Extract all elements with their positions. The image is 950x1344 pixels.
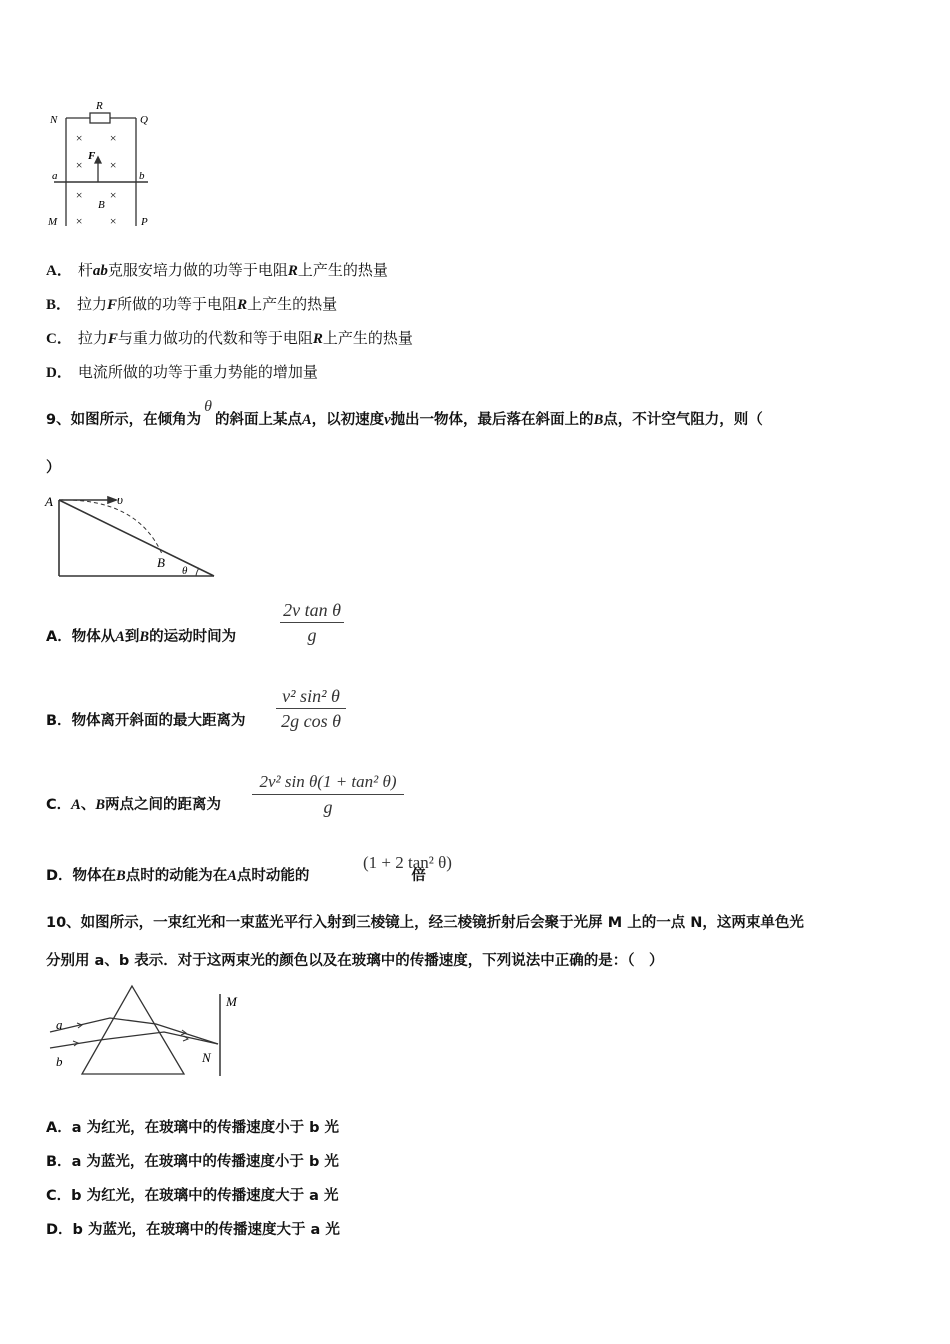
- q10-stem-line-1: 10、如图所示，一束红光和一束蓝光平行入射到三棱镜上，经三棱镜折射后会聚于光屏 M 上的一点 N，这两束单色光: [46, 915, 804, 931]
- label-B: B: [157, 555, 165, 570]
- fraction-max-distance: v² sin² θ 2g cos θ: [276, 684, 346, 733]
- q9-stem-end: ）: [46, 460, 61, 476]
- label-P: P: [141, 216, 148, 228]
- q10-option-a: A．a 为红光，在玻璃中的传播速度小于 b 光: [46, 1120, 340, 1136]
- field-cross: ×: [75, 131, 84, 145]
- q10-option-d: D．b 为蓝光，在玻璃中的传播速度大于 a 光: [46, 1222, 340, 1238]
- q9-stem: 9、如图所示，在倾角为θ的斜面上某点A，以初速度v抛出一物体，最后落在斜面上的B点，不计空气阻力，则（: [46, 398, 763, 428]
- field-cross: ×: [75, 188, 84, 202]
- field-cross: ×: [109, 188, 118, 202]
- label-a: a: [52, 170, 58, 182]
- label-v: υ: [117, 492, 123, 507]
- q10-option-c: C．b 为红光，在玻璃中的传播速度大于 a 光: [46, 1188, 339, 1204]
- q8-option-a: A． 杆ab克服安培力做的功等于电阻R上产生的热量: [46, 261, 388, 279]
- label-N: N: [50, 114, 58, 126]
- circuit-figure: [44, 96, 164, 231]
- label-A: A: [45, 494, 53, 509]
- q9-option-b: B．物体离开斜面的最大距离为: [46, 713, 246, 729]
- incline-figure: [42, 488, 222, 583]
- label-M: M: [48, 216, 58, 228]
- field-cross: ×: [109, 158, 118, 172]
- q9-option-c: C．A、B两点之间的距离为: [46, 797, 221, 813]
- label-a: a: [56, 1017, 63, 1032]
- label-F: F: [88, 150, 96, 162]
- q9-option-d: D．物体在B点时的动能为在A点时动能的 倍: [46, 868, 426, 884]
- field-cross: ×: [75, 214, 84, 228]
- label-b: b: [139, 170, 145, 182]
- label-B: B: [98, 199, 105, 211]
- theta-symbol: θ: [204, 398, 212, 415]
- label-theta: θ: [182, 565, 188, 577]
- q9-option-a: A．物体从A到B的运动时间为: [46, 629, 237, 645]
- fraction-ab-distance: 2v² sin θ(1 + tan² θ) g: [252, 770, 404, 819]
- q8-option-b: B． 拉力F所做的功等于电阻R上产生的热量: [46, 295, 338, 313]
- field-cross: ×: [75, 158, 84, 172]
- field-cross: ×: [109, 214, 118, 228]
- q8-option-c: C． 拉力F与重力做功的代数和等于电阻R上产生的热量: [46, 329, 413, 347]
- prism-figure: [44, 980, 254, 1080]
- label-Q: Q: [140, 114, 148, 126]
- label-N: N: [202, 1050, 211, 1065]
- kinetic-energy-ratio: (1 + 2 tan² θ): [363, 853, 452, 872]
- label-M: M: [226, 994, 237, 1009]
- label-b: b: [56, 1054, 63, 1069]
- q8-option-d: D． 电流所做的功等于重力势能的增加量: [46, 363, 318, 381]
- q10-option-b: B．a 为蓝光，在玻璃中的传播速度小于 b 光: [46, 1154, 339, 1170]
- q10-stem-line-2: 分别用 a、b 表示．对于这两束光的颜色以及在玻璃中的传播速度，下列说法中正确的是：（ ）: [46, 953, 664, 969]
- field-cross: ×: [109, 131, 118, 145]
- label-R: R: [96, 100, 103, 112]
- fraction-time: 2v tan θ g: [280, 598, 344, 647]
